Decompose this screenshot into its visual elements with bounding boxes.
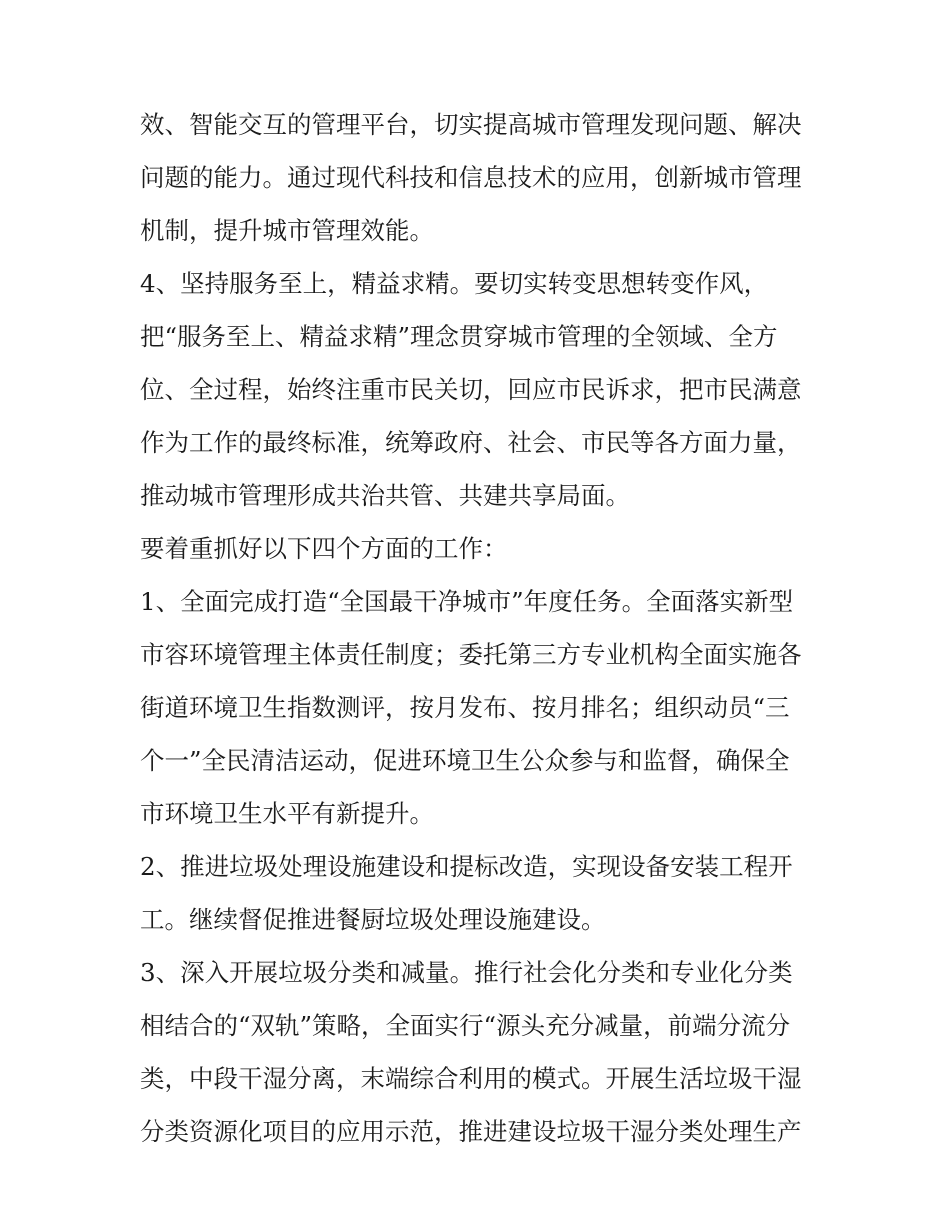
text-line: 街道环境卫生指数测评，按月发布、按月排名；组织动员“三 <box>140 693 790 722</box>
text-line: 相结合的“双轨”策略，全面实行“源头充分减量，前端分流分 <box>140 1011 791 1040</box>
document-body <box>140 98 820 1158</box>
text-line: 个一”全民清洁运动，促进环境卫生公众参与和监督，确保全 <box>140 746 790 775</box>
text-line: 位、全过程，始终注重市民关切，回应市民诉求，把市民满意 <box>140 375 802 404</box>
text-line: 效、智能交互的管理平台，切实提高城市管理发现问题、解决 <box>140 110 802 139</box>
text-line: 市容环境管理主体责任制度；委托第三方专业机构全面实施各 <box>140 640 802 669</box>
text-line: 分类资源化项目的应用示范，推进建设垃圾干湿分类处理生产 <box>140 1117 802 1146</box>
text-line: 类，中段干湿分离，末端综合利用的模式。开展生活垃圾干湿 <box>140 1064 802 1093</box>
text-line: 1、全面完成打造“全国最干净城市”年度任务。全面落实新型 <box>140 587 794 616</box>
text-line: 推动城市管理形成共治共管、共建共享局面。 <box>140 481 630 510</box>
text-line: 问题的能力。通过现代科技和信息技术的应用，创新城市管理 <box>140 163 802 192</box>
text-line: 4、坚持服务至上，精益求精。要切实转变思想转变作风， <box>140 269 769 298</box>
text-line: 2、推进垃圾处理设施建设和提标改造，实现设备安装工程开 <box>140 852 793 881</box>
text-line: 把“服务至上、精益求精”理念贯穿城市管理的全领域、全方 <box>140 322 778 351</box>
text-line: 市环境卫生水平有新提升。 <box>140 799 434 828</box>
text-line: 要着重抓好以下四个方面的工作： <box>140 534 508 563</box>
text-line: 3、深入开展垃圾分类和减量。推行社会化分类和专业化分类 <box>140 958 793 987</box>
text-line: 机制，提升城市管理效能。 <box>140 216 434 245</box>
text-line: 作为工作的最终标准，统筹政府、社会、市民等各方面力量， <box>140 428 802 457</box>
text-line: 工。继续督促推进餐厨垃圾处理设施建设。 <box>140 905 606 934</box>
